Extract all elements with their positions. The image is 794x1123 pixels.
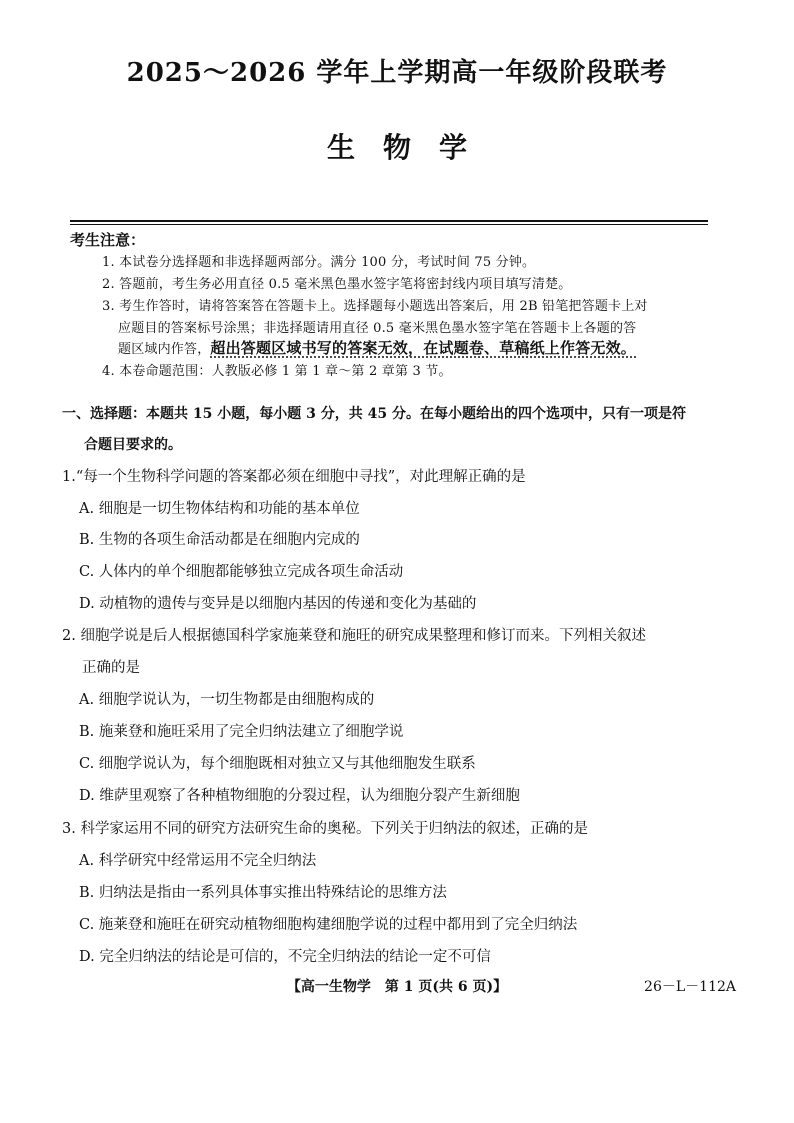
option-a: A. 科学研究中经常运用不完全归纳法 [79, 853, 317, 869]
question-stem-cont: 正确的是 [82, 660, 140, 676]
option-a: A. 细胞是一切生物体结构和功能的基本单位 [79, 501, 360, 517]
option-a: A. 细胞学说认为，一切生物都是由细胞构成的 [79, 692, 375, 708]
notice-line: 3. 考生作答时，请将答案答在答题卡上。选择题每小题选出答案后，用 2B 铅笔把答题卡上对 [102, 299, 648, 314]
divider-thin [70, 224, 708, 225]
option-c: C. 细胞学说认为，每个细胞既相对独立又与其他细胞发生联系 [79, 756, 476, 772]
question-stem: 1.“每一个生物科学问题的答案都必须在细胞中寻找”，对此理解正确的是 [62, 469, 526, 485]
question-stem: 2. 细胞学说是后人根据德国科学家施莱登和施旺的研究成果整理和修订而来。下列相关叙述 [62, 628, 646, 644]
page-footer: 【高一生物学 第 1 页(共 6 页)】 [286, 979, 508, 995]
notice-title: 考生注意： [70, 231, 146, 249]
notice-line: 应题目的答案标号涂黑；非选择题请用直径 0.5 毫米黑色墨水签字笔在答题卡上各题的答 [118, 321, 637, 336]
option-d: D. 完全归纳法的结论是可信的，不完全归纳法的结论一定不可信 [79, 949, 491, 965]
notice-line: 4. 本卷命题范围：人教版必修 1 第 1 章～第 2 章第 3 节。 [102, 364, 452, 379]
option-c: C. 施莱登和施旺在研究动植物细胞构建细胞学说的过程中都用到了完全归纳法 [79, 917, 578, 933]
option-b: B. 施莱登和施旺采用了完全归纳法建立了细胞学说 [79, 724, 404, 740]
subject-title: 生物学 [326, 131, 495, 164]
exam-title: 2025～2026 学年上学期高一年级阶段联考 [126, 58, 668, 88]
option-d: D. 维萨里观察了各种植物细胞的分裂过程，认为细胞分裂产生新细胞 [79, 788, 520, 804]
notice-line: 2. 答题前，考生务必用直径 0.5 毫米黑色墨水签字笔将密封线内项目填写清楚。 [102, 277, 572, 292]
notice-line: 1. 本试卷分选择题和非选择题两部分。满分 100 分，考试时间 75 分钟。 [102, 255, 536, 270]
question-stem: 3. 科学家运用不同的研究方法研究生命的奥秘。下列关于归纳法的叙述，正确的是 [62, 821, 588, 837]
option-d: D. 动植物的遗传与变异是以细胞内基因的传递和变化为基础的 [79, 596, 477, 612]
section-heading-cont: 合题目要求的。 [84, 437, 182, 453]
section-heading: 一、选择题：本题共 15 小题，每小题 3 分，共 45 分。在每小题给出的四个选项中，只有一项是符 [62, 406, 686, 422]
notice-emphasis: 超出答题区域书写的答案无效，在试题卷、草稿纸上作答无效。 [210, 339, 637, 357]
option-c: C. 人体内的单个细胞都能够独立完成各项生命活动 [79, 564, 404, 580]
divider-thick [70, 220, 708, 222]
option-b: B. 归纳法是指由一系列具体事实推出特殊结论的思维方法 [79, 885, 447, 901]
paper-code: 26－L－112A [644, 979, 736, 995]
notice-line [118, 337, 636, 358]
notice-text: 题区域内作答， [118, 342, 211, 357]
option-b: B. 生物的各项生命活动都是在细胞内完成的 [79, 532, 360, 548]
